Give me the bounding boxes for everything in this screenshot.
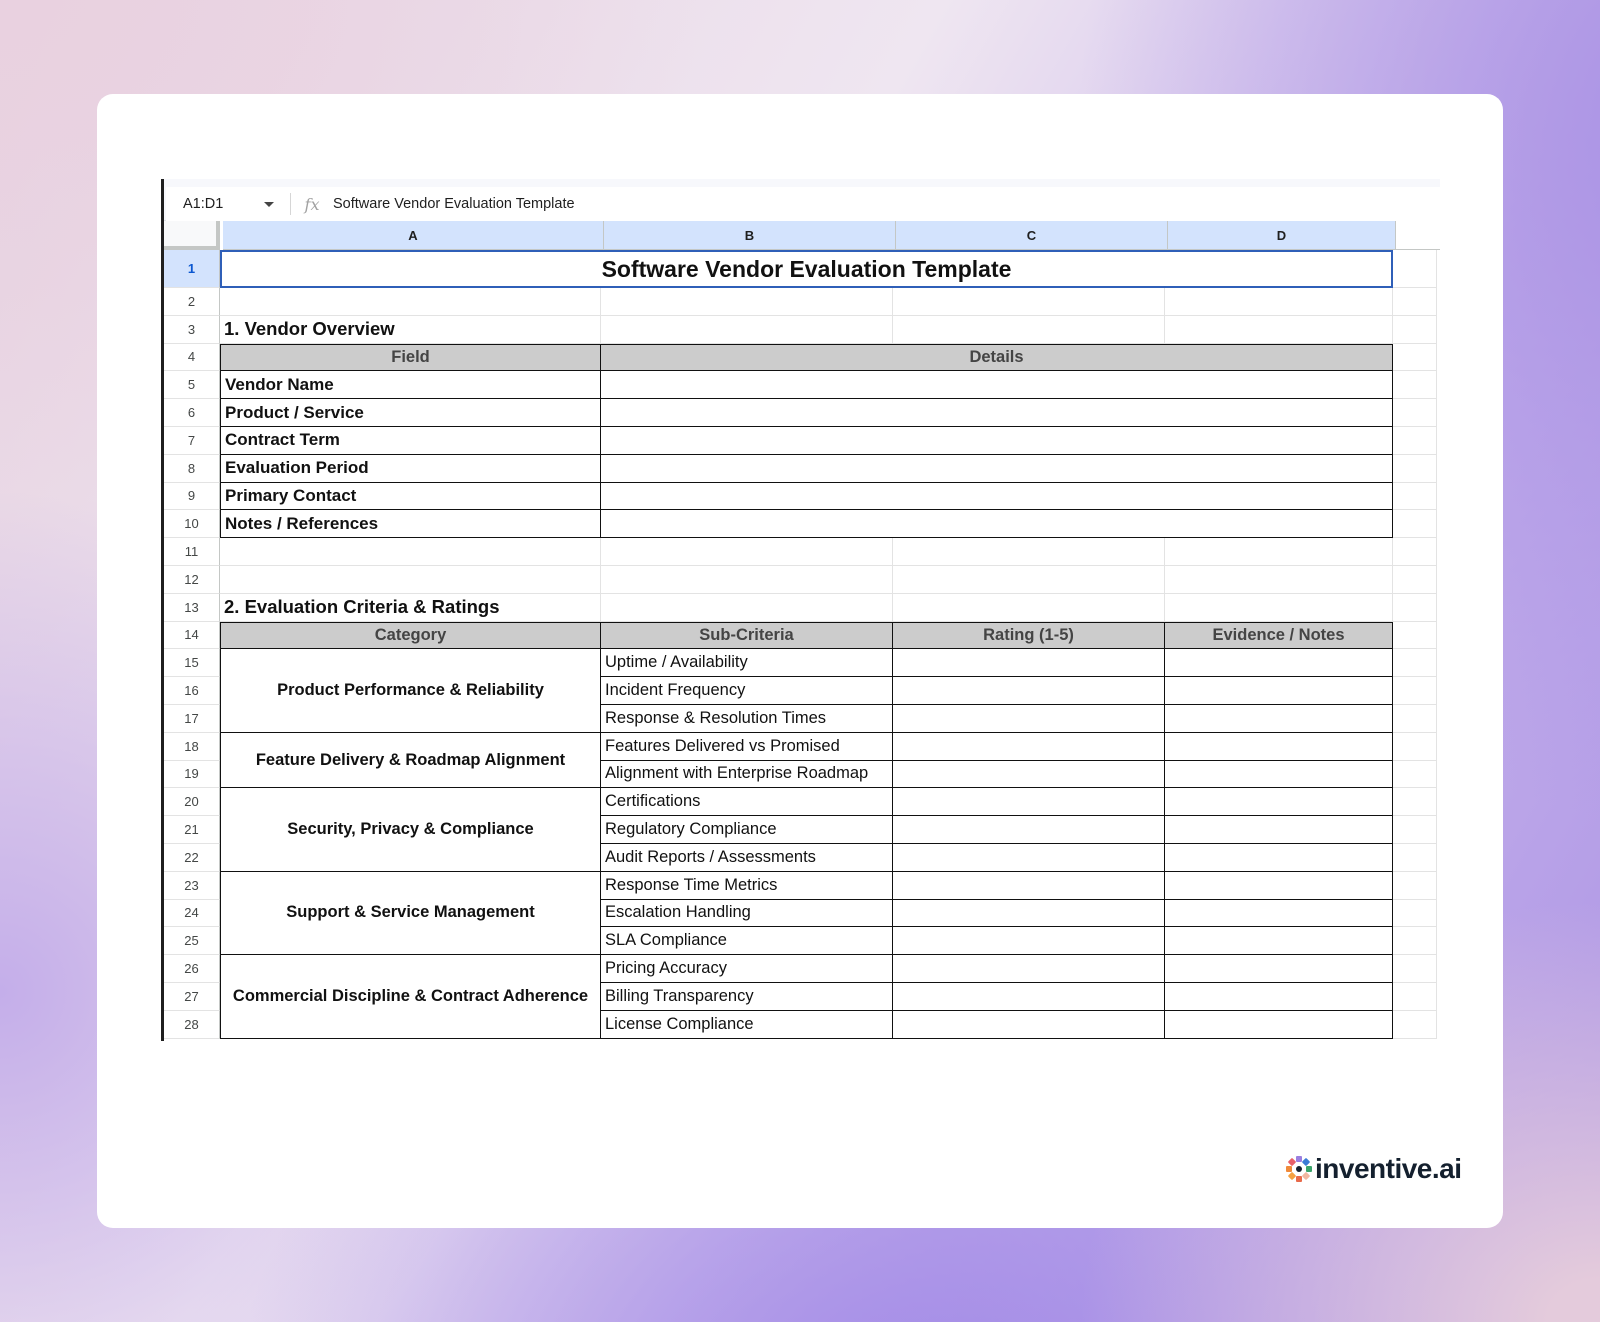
rating-input[interactable] [893, 788, 1165, 816]
evidence-input[interactable] [1165, 788, 1393, 816]
cell[interactable] [1165, 566, 1393, 594]
formula-bar [164, 179, 1440, 221]
sheet-row [164, 455, 1440, 483]
cell[interactable] [1165, 288, 1393, 316]
sheet-row [164, 566, 1440, 594]
section-heading[interactable]: 1. Vendor Overview [220, 316, 601, 344]
rating-input[interactable] [893, 844, 1165, 872]
brand-logo [1286, 1153, 1462, 1185]
row-header[interactable]: 23 [164, 872, 220, 900]
cell[interactable] [1393, 371, 1437, 399]
field-label[interactable]: Vendor Name [220, 371, 601, 399]
brand-name: inventive.ai [1315, 1153, 1462, 1184]
sheet-row [164, 538, 1440, 566]
cell[interactable] [893, 538, 1165, 566]
row-header[interactable]: 16 [164, 677, 220, 705]
rating-input[interactable] [893, 705, 1165, 733]
field-label[interactable]: Evaluation Period [220, 455, 601, 483]
column-header-d[interactable]: D [1168, 221, 1396, 250]
cell[interactable] [1393, 316, 1437, 344]
category-cell[interactable]: Feature Delivery & Roadmap Alignment [220, 733, 601, 789]
sub-criteria[interactable]: Features Delivered vs Promised [601, 733, 893, 761]
sub-criteria[interactable]: Response & Resolution Times [601, 705, 893, 733]
details-input[interactable] [601, 510, 1393, 538]
rating-input[interactable] [893, 677, 1165, 705]
cell[interactable] [1393, 538, 1437, 566]
sheet-row [164, 483, 1440, 511]
cell[interactable] [1393, 733, 1437, 761]
rating-input[interactable] [893, 733, 1165, 761]
row-header[interactable]: 15 [164, 649, 220, 677]
header-sub-criteria[interactable]: Sub-Criteria [601, 622, 893, 650]
rating-input[interactable] [893, 900, 1165, 928]
cell[interactable] [1393, 705, 1437, 733]
rating-input[interactable] [893, 872, 1165, 900]
cell[interactable] [1165, 538, 1393, 566]
row-header[interactable]: 14 [164, 622, 220, 650]
cell[interactable] [1393, 344, 1437, 372]
cell[interactable] [601, 594, 893, 622]
evidence-input[interactable] [1165, 927, 1393, 955]
sheet-row [164, 288, 1440, 316]
cell[interactable] [1393, 872, 1437, 900]
sheet-row [164, 510, 1440, 538]
cell[interactable] [1393, 399, 1437, 427]
cell[interactable] [1393, 983, 1437, 1011]
evidence-input[interactable] [1165, 872, 1393, 900]
cell[interactable] [1393, 677, 1437, 705]
name-box-value: A1:D1 [183, 196, 224, 212]
sheet-row [164, 250, 1440, 288]
section-heading[interactable]: 2. Evaluation Criteria & Ratings [220, 594, 601, 622]
field-label[interactable]: Product / Service [220, 399, 601, 427]
sheet-row [164, 344, 1440, 372]
evidence-input[interactable] [1165, 761, 1393, 789]
rating-input[interactable] [893, 649, 1165, 677]
column-header-a[interactable]: A [223, 221, 604, 250]
sheet-row [164, 594, 1440, 622]
cell[interactable] [1393, 761, 1437, 789]
cell[interactable] [1393, 510, 1437, 538]
row-header[interactable]: 18 [164, 733, 220, 761]
rating-input[interactable] [893, 1011, 1165, 1039]
row-header[interactable]: 5 [164, 371, 220, 399]
sub-criteria[interactable]: Escalation Handling [601, 900, 893, 928]
logo-mark-icon [1286, 1156, 1312, 1182]
name-box[interactable] [166, 196, 286, 212]
header-category[interactable]: Category [220, 622, 601, 650]
cell[interactable] [1393, 483, 1437, 511]
row-header[interactable]: 9 [164, 483, 220, 511]
sub-criteria[interactable]: Response Time Metrics [601, 872, 893, 900]
details-input[interactable] [601, 483, 1393, 511]
sub-criteria[interactable]: Billing Transparency [601, 983, 893, 1011]
row-header[interactable]: 4 [164, 344, 220, 372]
cell[interactable] [601, 566, 893, 594]
rating-input[interactable] [893, 816, 1165, 844]
field-label[interactable]: Contract Term [220, 427, 601, 455]
cell[interactable] [1393, 566, 1437, 594]
sub-criteria[interactable]: Uptime / Availability [601, 649, 893, 677]
cell[interactable] [1393, 788, 1437, 816]
select-all-corner[interactable] [164, 221, 220, 250]
cell[interactable] [1165, 594, 1393, 622]
row-header[interactable]: 10 [164, 510, 220, 538]
column-header-e[interactable] [1396, 221, 1440, 250]
cell[interactable] [1393, 900, 1437, 928]
cell[interactable] [893, 566, 1165, 594]
sub-criteria[interactable]: Certifications [601, 788, 893, 816]
cell[interactable] [1393, 927, 1437, 955]
cell[interactable] [893, 288, 1165, 316]
sub-criteria[interactable]: Audit Reports / Assessments [601, 844, 893, 872]
header-details[interactable]: Details [601, 344, 1393, 372]
sheet-row [164, 622, 1440, 650]
row-header[interactable]: 3 [164, 316, 220, 344]
rating-input[interactable] [893, 761, 1165, 789]
row-header[interactable]: 2 [164, 288, 220, 316]
cell[interactable] [1393, 649, 1437, 677]
cell[interactable] [220, 566, 601, 594]
evidence-input[interactable] [1165, 900, 1393, 928]
category-cell[interactable]: Security, Privacy & Compliance [220, 788, 601, 871]
column-header-b[interactable]: B [604, 221, 896, 250]
row-header[interactable]: 11 [164, 538, 220, 566]
cell[interactable] [1393, 816, 1437, 844]
cell[interactable] [1393, 955, 1437, 983]
sub-criteria[interactable]: Regulatory Compliance [601, 816, 893, 844]
cell[interactable] [601, 538, 893, 566]
sub-criteria[interactable]: SLA Compliance [601, 927, 893, 955]
header-field[interactable]: Field [220, 344, 601, 372]
row-header[interactable]: 19 [164, 761, 220, 789]
evidence-input[interactable] [1165, 733, 1393, 761]
title-cell[interactable]: Software Vendor Evaluation Template [220, 250, 1393, 288]
evidence-input[interactable] [1165, 1011, 1393, 1039]
details-input[interactable] [601, 455, 1393, 483]
evidence-input[interactable] [1165, 844, 1393, 872]
cell[interactable] [1393, 288, 1437, 316]
evidence-input[interactable] [1165, 955, 1393, 983]
header-rating[interactable]: Rating (1-5) [893, 622, 1165, 650]
row-header[interactable]: 17 [164, 705, 220, 733]
cell[interactable] [1165, 316, 1393, 344]
header-evidence[interactable]: Evidence / Notes [1165, 622, 1393, 650]
row-header[interactable]: 26 [164, 955, 220, 983]
cell[interactable] [893, 594, 1165, 622]
rating-input[interactable] [893, 955, 1165, 983]
spreadsheet [161, 179, 1440, 1041]
divider [290, 193, 291, 215]
sheet-row [164, 371, 1440, 399]
row-header[interactable]: 28 [164, 1011, 220, 1039]
sub-criteria[interactable]: Incident Frequency [601, 677, 893, 705]
cell[interactable] [601, 316, 893, 344]
cell[interactable] [1393, 844, 1437, 872]
sub-criteria[interactable]: Pricing Accuracy [601, 955, 893, 983]
row-header[interactable]: 21 [164, 816, 220, 844]
row-header[interactable]: 24 [164, 900, 220, 928]
row-header[interactable]: 13 [164, 594, 220, 622]
evidence-input[interactable] [1165, 705, 1393, 733]
formula-input[interactable]: Software Vendor Evaluation Template [333, 196, 575, 212]
cell[interactable] [1393, 455, 1437, 483]
row-header[interactable]: 8 [164, 455, 220, 483]
cell[interactable] [601, 288, 893, 316]
evidence-input[interactable] [1165, 816, 1393, 844]
sheet-row [164, 427, 1440, 455]
cell[interactable] [1393, 250, 1437, 288]
details-input[interactable] [601, 427, 1393, 455]
cell[interactable] [1393, 427, 1437, 455]
cell[interactable] [1393, 1011, 1437, 1039]
cell[interactable] [220, 538, 601, 566]
chevron-down-icon[interactable] [264, 202, 274, 207]
category-cell[interactable]: Product Performance & Reliability [220, 649, 601, 732]
row-header[interactable]: 27 [164, 983, 220, 1011]
column-header-c[interactable]: C [896, 221, 1168, 250]
field-label[interactable]: Primary Contact [220, 483, 601, 511]
evidence-input[interactable] [1165, 983, 1393, 1011]
row-header[interactable]: 6 [164, 399, 220, 427]
field-label[interactable]: Notes / References [220, 510, 601, 538]
rating-input[interactable] [893, 927, 1165, 955]
category-cell[interactable]: Commercial Discipline & Contract Adherence [220, 955, 601, 1038]
details-input[interactable] [601, 399, 1393, 427]
cell[interactable] [893, 316, 1165, 344]
sheet-row [164, 316, 1440, 344]
cell[interactable] [1393, 594, 1437, 622]
sheet-row [164, 399, 1440, 427]
rating-input[interactable] [893, 983, 1165, 1011]
sub-criteria[interactable]: License Compliance [601, 1011, 893, 1039]
cell[interactable] [220, 288, 601, 316]
row-header[interactable]: 25 [164, 927, 220, 955]
row-header[interactable]: 1 [164, 250, 220, 288]
row-header[interactable]: 12 [164, 566, 220, 594]
sub-criteria[interactable]: Alignment with Enterprise Roadmap [601, 761, 893, 789]
cell[interactable] [1393, 622, 1437, 650]
row-header[interactable]: 20 [164, 788, 220, 816]
fx-icon: fx [304, 194, 320, 214]
details-input[interactable] [601, 371, 1393, 399]
row-header[interactable]: 22 [164, 844, 220, 872]
row-header[interactable]: 7 [164, 427, 220, 455]
category-cell[interactable]: Support & Service Management [220, 872, 601, 955]
evidence-input[interactable] [1165, 677, 1393, 705]
evidence-input[interactable] [1165, 649, 1393, 677]
